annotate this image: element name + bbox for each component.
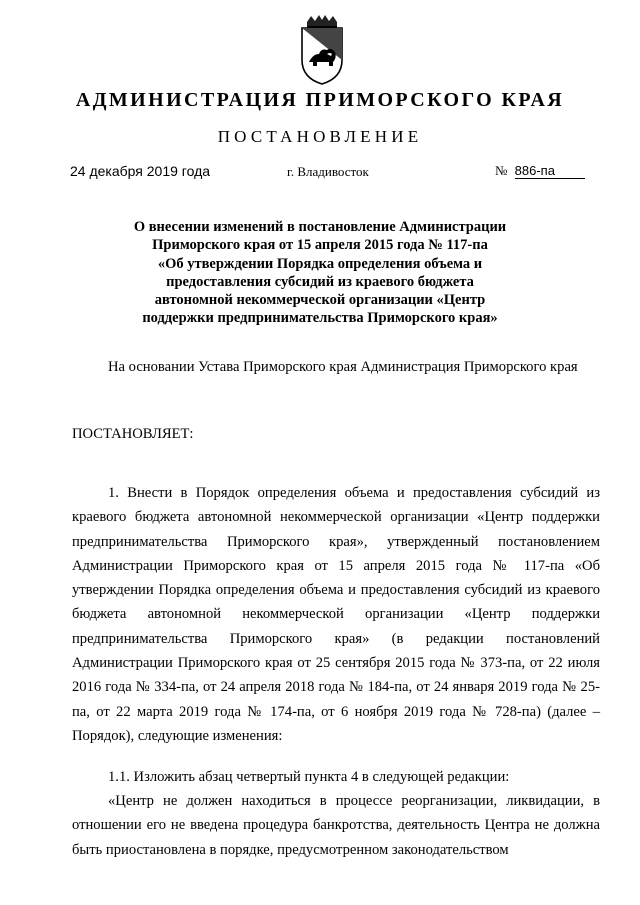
document-date: 24 декабря 2019 года (70, 163, 211, 179)
document-city: г. Владивосток (287, 164, 369, 179)
number-label: № (495, 163, 508, 178)
item-1-1-paragraph: 1.1. Изложить абзац четвертый пункта 4 в следующей редакции: (108, 769, 510, 785)
decree-heading: ПОСТАНОВЛЯЕТ: (72, 426, 194, 442)
title-line: поддержки предпринимательства Приморского края» (142, 310, 498, 327)
basis-paragraph: На основании Устава Приморского края Администрация Приморского края (108, 359, 578, 375)
organization-name: АДМИНИСТРАЦИЯ ПРИМОРСКОГО КРАЯ (75, 89, 565, 111)
document-type: ПОСТАНОВЛЕНИЕ (217, 127, 423, 146)
number-value: 886-па (515, 163, 585, 179)
title-line: «Об утверждении Порядка определения объема и (157, 255, 483, 272)
document-title (100, 218, 540, 328)
document-number (495, 163, 585, 179)
coat-of-arms-icon (297, 14, 347, 86)
title-line: автономной некоммерческой организации «Центр (154, 292, 486, 309)
title-line: предоставления субсидий из краевого бюджета (166, 273, 474, 290)
title-line: Приморского края от 15 апреля 2015 года № 117-па (152, 237, 488, 254)
item-1-paragraph: 1. Внести в Порядок определения объема и предоставления субсидий из краевого бюджета автономной некоммерческой организации «Центр поддержки предпринимательства Приморского края», утвержденный постановлением Администрации Приморского края от 15 апреля 2015 года № 117-па «Об утверждении Порядка определения объема и предоставления субсидий из краевого бюджета автономной некоммерческой организации «Центр поддержки предпринимательства Приморского края» (в редакции постановлений Администрации Приморского края от 25 сентября 2015 года № 373-па, от 22 июля 2016 года № 334-па, от 24 апреля 2018 года № 184-па, от 24 января 2019 года № 25-па, от 22 марта 2019 года № 174-па, от 6 ноября 2019 года № 728-па) (далее – Порядок), следующие изменения: (72, 485, 600, 744)
title-line: О внесении изменений в постановление Администрации (133, 219, 507, 235)
quoted-paragraph: «Центр не должен находиться в процессе реорганизации, ликвидации, в отношении его не введена процедура банкротства, деятельность Центра не должна быть приостановлена в порядке, предусмотренном законодательством (72, 793, 600, 858)
